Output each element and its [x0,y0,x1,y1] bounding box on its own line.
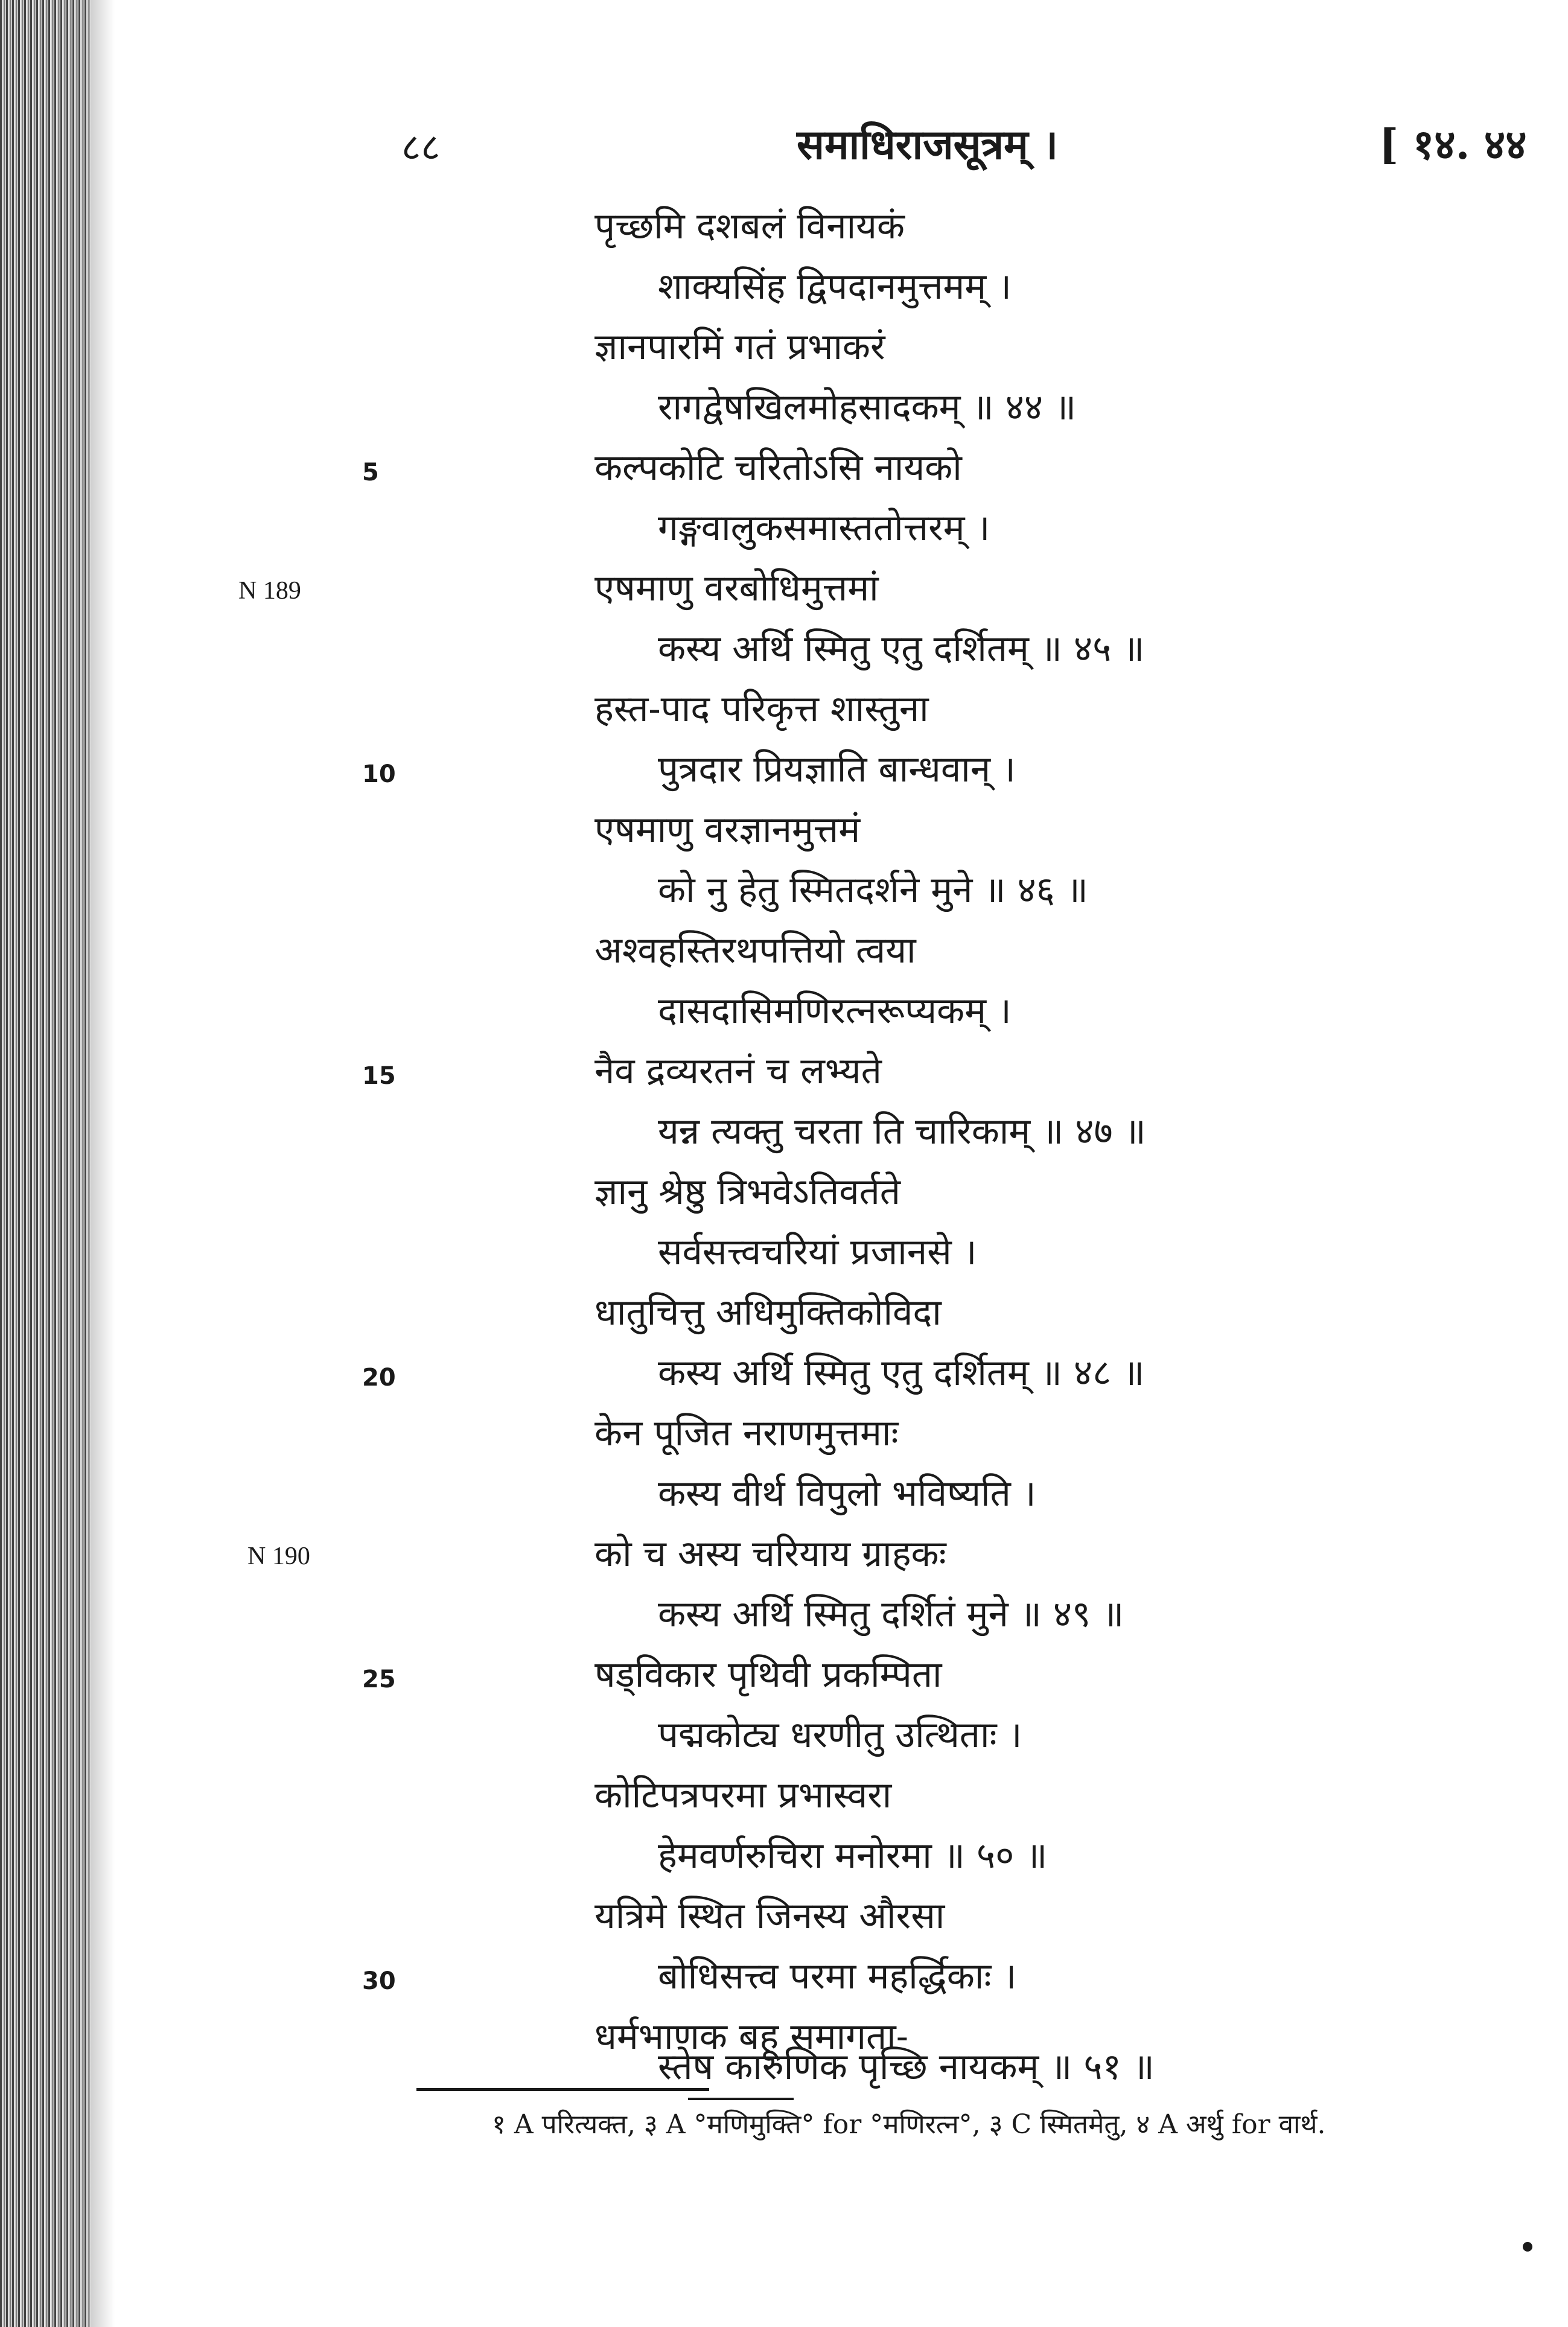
verse-line: पृच्छमि दशबलं विनायकं [594,205,905,247]
verse-line: कस्य अर्थि स्मितु एतु दर्शितम् ॥ ४५ ॥ [658,628,1145,670]
line-number: 10 [362,760,396,788]
verse-line: कस्य अर्थि स्मितु दर्शितं मुने ॥ ४९ ॥ [658,1593,1124,1635]
verse-line: गङ्गवालुकसमास्ततोत्तरम् । [658,507,990,549]
verse-line: सर्वसत्त्वचरियां प्रजानसे । [658,1231,977,1273]
verse-line: केन पूजित नराणमुत्तमाः [594,1412,899,1454]
verse-line: को च अस्य चरियाय ग्राहकः [594,1533,946,1575]
verse-line: हेमवर्णरुचिरा मनोरमा ॥ ५० ॥ [658,1835,1048,1877]
margin-reference: N 189 [238,577,301,605]
binding-shadow [91,0,115,2327]
line-number: 5 [362,459,379,486]
verse-line: षड्विकार पृथिवी प्रकम्पिता [594,1654,942,1696]
verse-line: शाक्यसिंह द्विपदानमुत्तमम् । [658,266,1012,308]
page-number: ८८ [401,125,441,169]
verse-line: स्तेष कारुणिक पृच्छि नायकम् ॥ ५१ ॥ [658,2046,1155,2088]
verse-line: हस्त-पाद परिकृत्त शास्तुना [594,688,929,730]
verse-line: कोटिपत्रपरमा प्रभास्वरा [594,1774,892,1816]
line-number: 20 [362,1364,396,1392]
verse-line: नैव द्रव्यरतनं च लभ्यते [594,1050,882,1092]
verse-line: धर्मभाणक बहू समागता- [594,2016,908,2058]
page-title: समाधिराजसूत्रम् । [797,121,1059,169]
verse-line: यत्रिमे स्थित जिनस्य औरसा [594,1895,945,1937]
footnote-rule-short [688,2098,794,2100]
book-binding-edge [0,0,91,2327]
verse-line: धातुचित्तु अधिमुक्तिकोविदा [594,1291,942,1334]
margin-reference: N 190 [247,1542,310,1570]
verse-line: यन्न त्यक्तु चरता ति चारिकाम् ॥ ४७ ॥ [658,1110,1146,1153]
ink-speck [1523,2242,1532,2252]
line-number: 25 [362,1666,396,1693]
verse-line: कस्य अर्थि स्मितु एतु दर्शितम् ॥ ४८ ॥ [658,1352,1145,1394]
line-number: 15 [362,1062,396,1090]
verse-line: रागद्वेषखिलमोहसादकम् ॥ ४४ ॥ [658,386,1077,428]
verse-line: ज्ञानपारमिं गतं प्रभाकरं [594,326,885,368]
verse-line: पद्मकोट्य धरणीतु उत्थिताः । [658,1714,1022,1756]
verse-line: बोधिसत्त्व परमा महर्द्धिकाः । [658,1955,1017,1998]
section-reference: [ १४. ४४ [1379,121,1527,169]
verse-line: पुत्रदार प्रियज्ञाति बान्धवान् । [658,748,1016,791]
line-number: 30 [362,1967,396,1995]
verse-line: को नु हेतु स्मितदर्शने मुने ॥ ४६ ॥ [658,869,1088,911]
footnote: १ A परित्यक्त, ३ A °मणिमुक्ति° for °मणिरत्न°, ३ C स्मितमेतु, ४ A अर्थु for वार्थ. [492,2109,1326,2140]
footnote-rule [416,2088,709,2091]
verse-line: एषमाणु वरबोधिमुत्तमां [594,567,879,610]
verse-line: अश्वहस्तिरथपत्तियो त्वया [594,929,916,972]
verse-line: दासदासिमणिरत्नरूप्यकम् । [658,990,1012,1032]
verse-line: कस्य वीर्थ विपुलो भविष्यति । [658,1472,1036,1515]
verse-line: कल्पकोटि चरितोऽसि नायको [594,447,962,489]
verse-line: ज्ञानु श्रेष्ठु त्रिभवेऽतिवर्तते [594,1171,900,1213]
verse-line: एषमाणु वरज्ञानमुत्तमं [594,809,861,851]
